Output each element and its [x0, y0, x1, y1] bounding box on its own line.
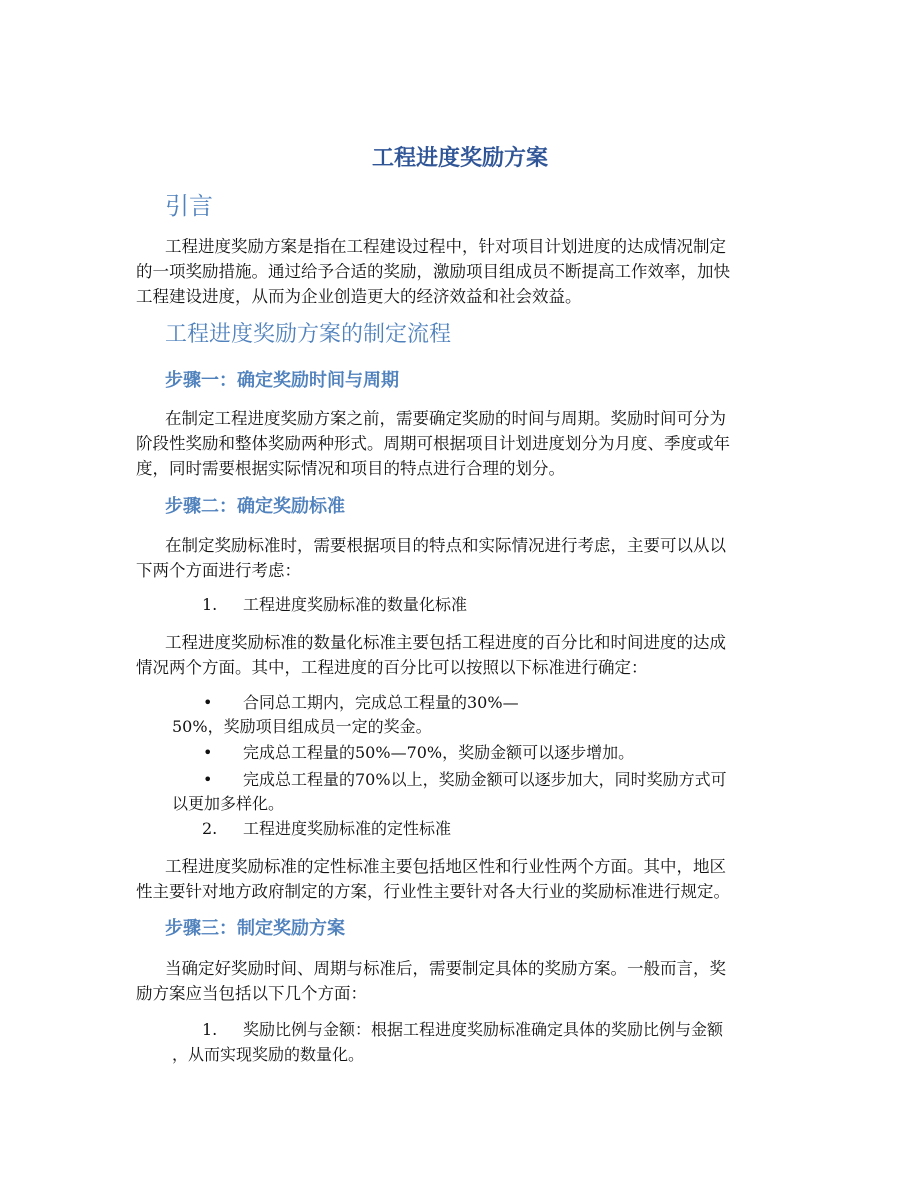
list-marker: 2.: [202, 819, 218, 838]
list-marker: 1.: [202, 1020, 218, 1039]
intro-line-3: 工程建设进度，从而为企业创造更大的经济效益和社会效益。: [136, 287, 582, 306]
step3-item-1-line-1: 奖励比例与金额：根据工程进度奖励标准确定具体的奖励比例与金额: [243, 1020, 724, 1039]
numbered-item-qualitative: 工程进度奖励标准的定性标准: [243, 819, 452, 838]
process-heading: 工程进度奖励方案的制定流程: [165, 322, 452, 347]
step2-line-1: 在制定奖励标准时，需要根据项目的特点和实际情况进行考虑，主要可以从以: [165, 536, 726, 555]
step3-line-1: 当确定好奖励时间、周期与标准后，需要制定具体的奖励方案。一般而言，奖: [165, 959, 726, 978]
step2-line-2: 下两个方面进行考虑：: [136, 561, 301, 580]
step1-line-2: 阶段性奖励和整体奖励两种形式。周期可根据项目计划进度划分为月度、季度或年: [136, 434, 730, 453]
list-marker: 1.: [202, 595, 218, 614]
step3-line-2: 励方案应当包括以下几个方面：: [136, 984, 367, 1003]
step3-heading: 步骤三：制定奖励方案: [165, 918, 345, 939]
step1-line-1: 在制定工程进度奖励方案之前，需要确定奖励的时间与周期。奖励时间可分为: [165, 409, 726, 428]
bullet-item-3-line-2: 以更加多样化。: [172, 794, 285, 813]
step2-heading: 步骤二：确定奖励标准: [165, 496, 345, 517]
quant-line-1: 工程进度奖励标准的数量化标准主要包括工程进度的百分比和时间进度的达成: [165, 633, 726, 652]
intro-heading: 引言: [165, 192, 213, 220]
step1-line-3: 度，同时需要根据实际情况和项目的特点进行合理的划分。: [136, 459, 565, 478]
quant-line-2: 情况两个方面。其中，工程进度的百分比可以按照以下标准进行确定：: [136, 658, 648, 677]
qual-line-2: 性主要针对地方政府制定的方案，行业性主要针对各大行业的奖励标准进行规定。: [136, 882, 730, 901]
intro-line-2: 的一项奖励措施。通过给予合适的奖励，激励项目组成员不断提高工作效率，加快: [136, 262, 730, 281]
numbered-item-quantitative: 工程进度奖励标准的数量化标准: [243, 595, 468, 614]
bullet-item-3-line-1: 完成总工程量的70%以上，奖励金额可以逐步加大，同时奖励方式可: [243, 770, 727, 789]
bullet-icon: •: [203, 693, 213, 712]
document-title: 工程进度奖励方案: [371, 146, 548, 171]
bullet-item-1-line-2: 50%，奖励项目组成员一定的奖金。: [172, 717, 432, 736]
intro-line-1: 工程进度奖励方案是指在工程建设过程中，针对项目计划进度的达成情况制定: [165, 237, 726, 256]
step1-heading: 步骤一：确定奖励时间与周期: [165, 370, 399, 391]
bullet-item-1-line-1: 合同总工期内，完成总工程量的30%—: [243, 693, 519, 712]
bullet-icon: •: [203, 770, 213, 789]
qual-line-1: 工程进度奖励标准的定性标准主要包括地区性和行业性两个方面。其中，地区: [165, 857, 726, 876]
bullet-item-2: 完成总工程量的50%—70%，奖励金额可以逐步增加。: [243, 743, 635, 762]
bullet-icon: •: [203, 743, 213, 762]
step3-item-1-line-2: ，从而实现奖励的数量化。: [172, 1045, 365, 1064]
